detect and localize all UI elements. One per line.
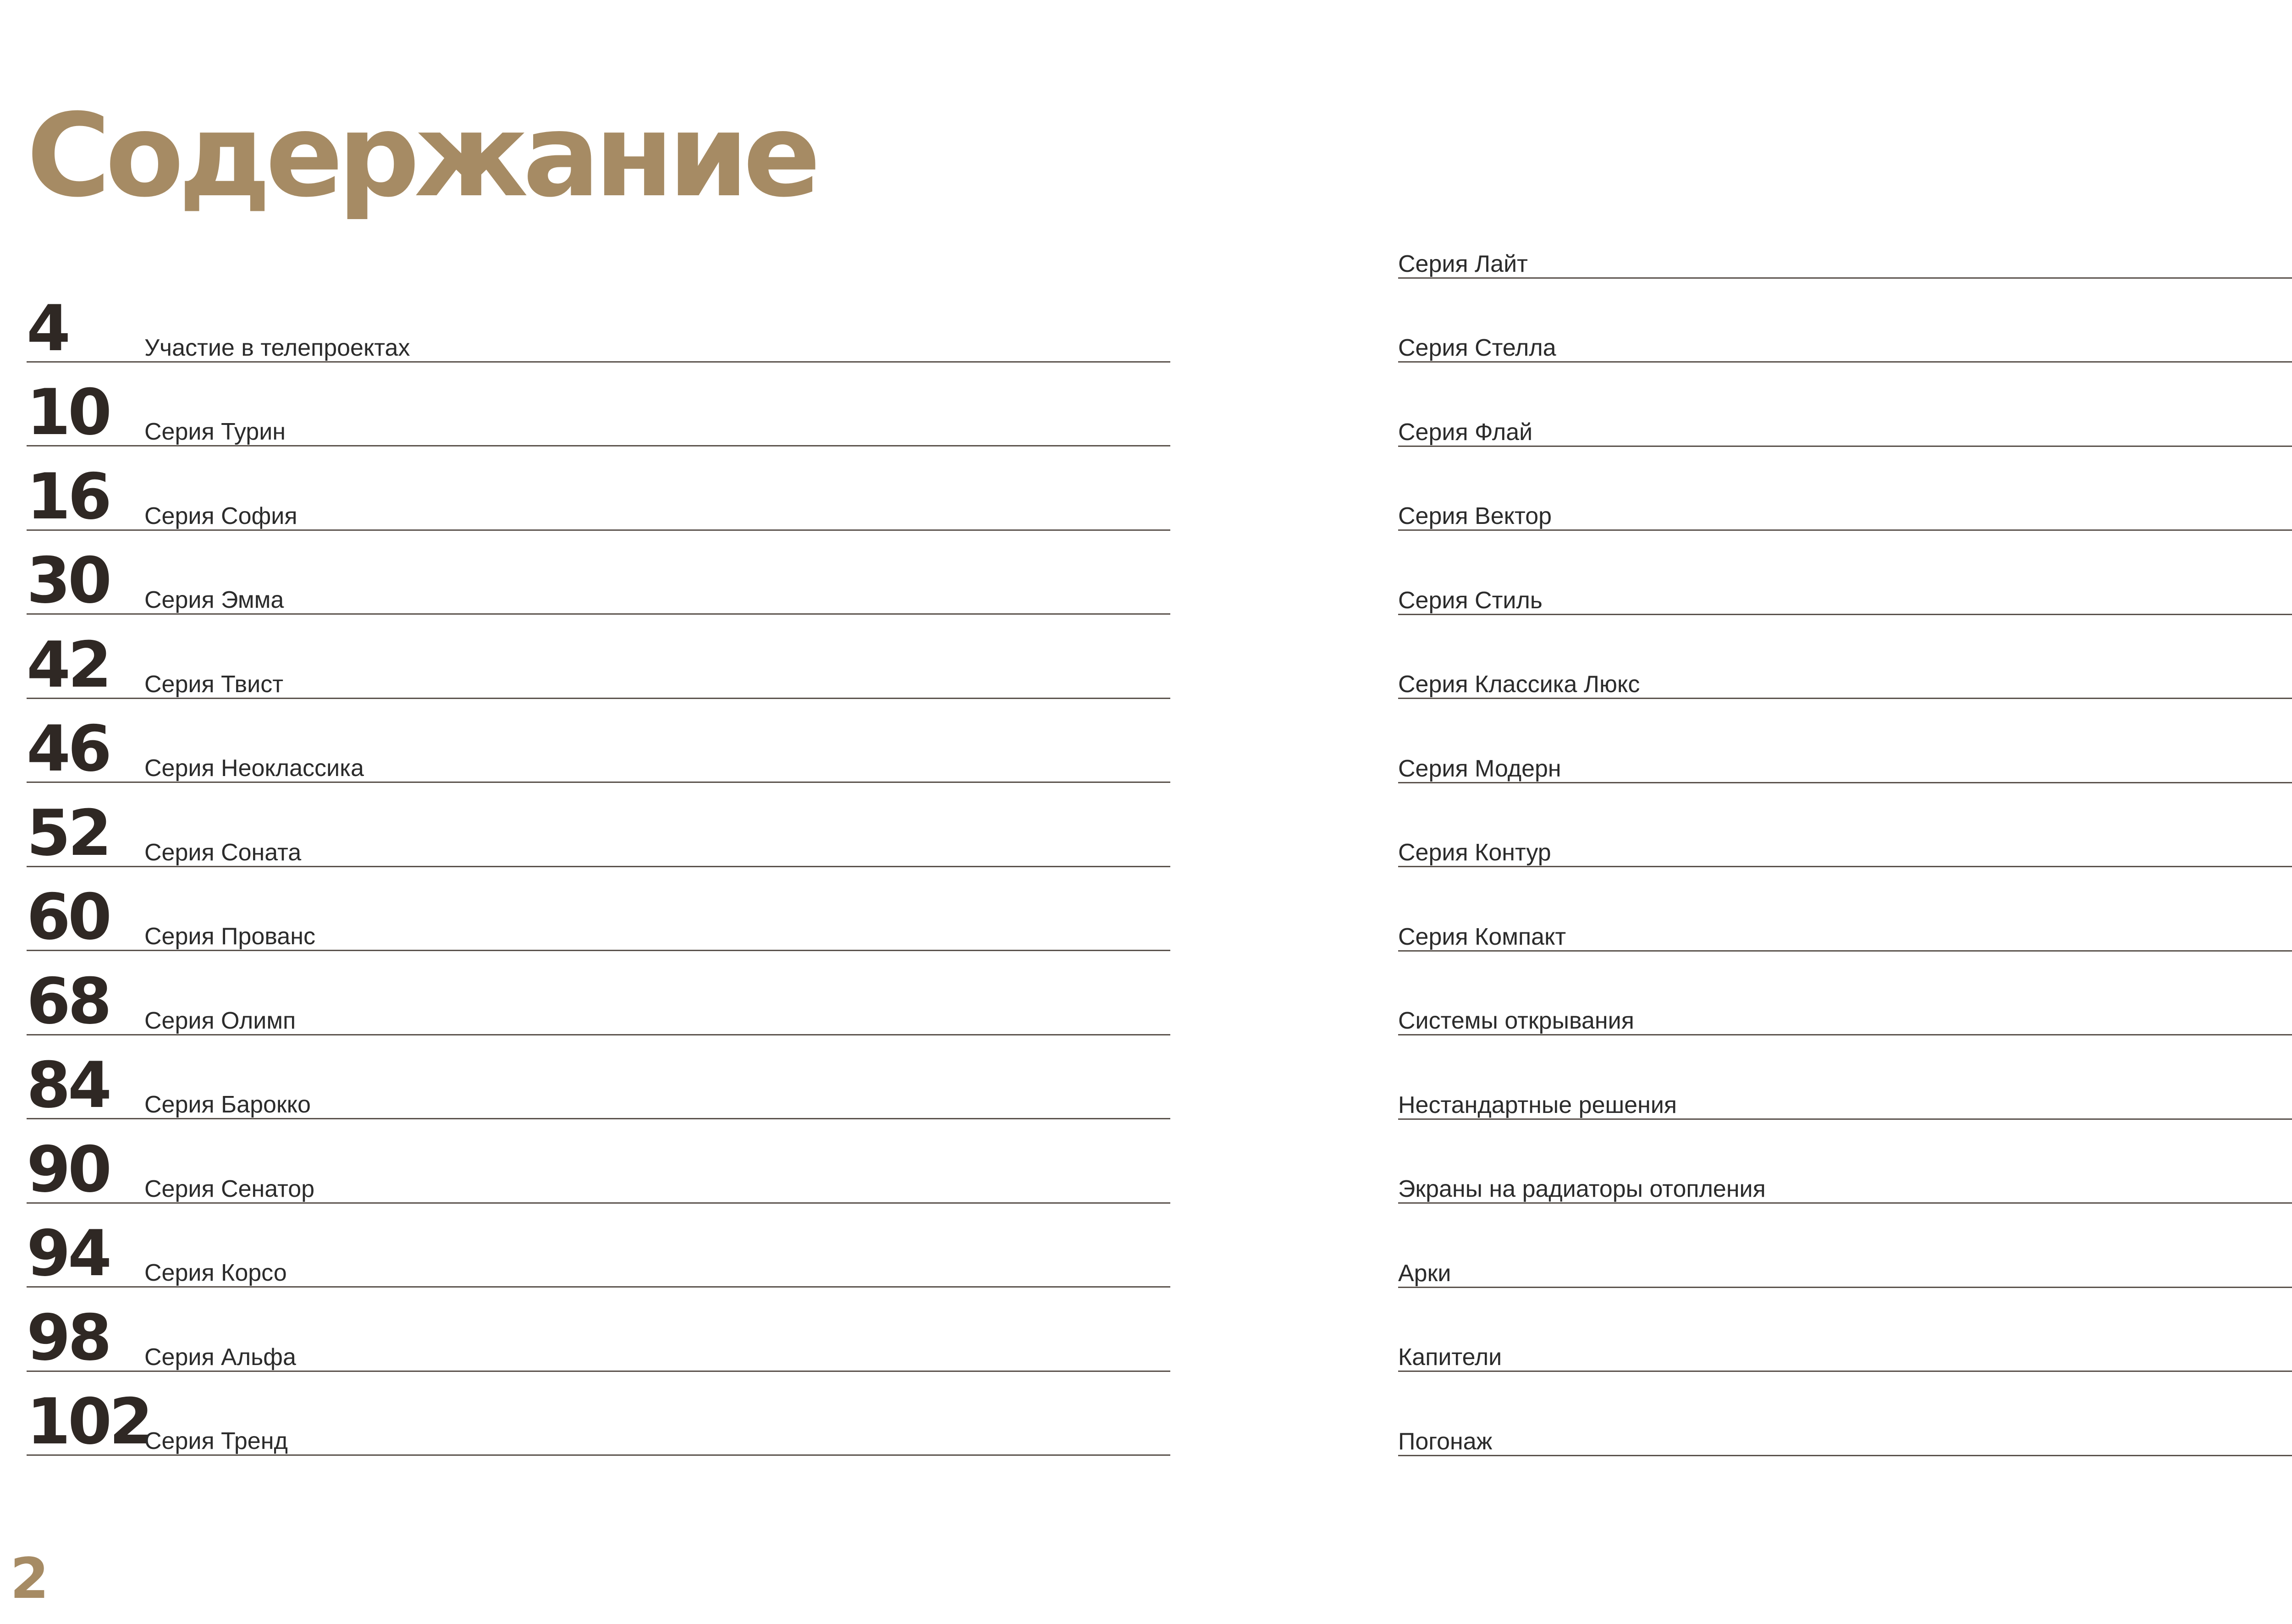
toc-entry-title: Серия Компакт — [1398, 923, 1566, 950]
toc-entry-title: Нестандартные решения — [1398, 1091, 1677, 1118]
toc-page-number: 42 — [27, 628, 110, 702]
toc-entry[interactable] — [27, 783, 1170, 870]
toc-entry-title: Серия Турин — [144, 418, 286, 445]
toc-page-number: 52 — [27, 796, 110, 870]
toc-entry[interactable] — [1398, 1204, 2292, 1288]
toc-entry[interactable] — [27, 363, 1170, 447]
toc-entry-title: Экраны на радиаторы отопления — [1398, 1176, 1766, 1202]
toc-entry[interactable] — [1398, 531, 2292, 615]
toc-page-number: 10 — [27, 375, 110, 449]
toc-page-number: 60 — [27, 880, 110, 954]
toc-page-number: 98 — [27, 1300, 110, 1375]
toc-entry[interactable] — [1398, 1288, 2292, 1372]
toc-entry[interactable] — [1398, 952, 2292, 1036]
toc-entry-title: Системы открывания — [1398, 1007, 1634, 1034]
toc-entry[interactable] — [27, 1204, 1170, 1288]
toc-entry[interactable] — [1398, 1372, 2292, 1456]
toc-page-number: 90 — [27, 1132, 110, 1206]
toc-entry-title: Серия Твист — [144, 671, 284, 698]
toc-page-number: 68 — [27, 964, 110, 1038]
toc-entry[interactable] — [27, 446, 1170, 534]
toc-page-number: 102 — [27, 1385, 151, 1459]
toc-entry-title: Серия Неоклассика — [144, 755, 364, 782]
toc-entry[interactable] — [1398, 1035, 2292, 1120]
toc-entry-title: Серия Эмма — [144, 587, 284, 613]
toc-entry-title: Серия Контур — [1398, 839, 1551, 866]
toc-page-number: 16 — [27, 459, 110, 534]
toc-entry[interactable] — [27, 951, 1170, 1038]
toc-entry-title: Серия Барокко — [144, 1091, 311, 1118]
toc-entry-title: Серия Стелла — [1398, 335, 1556, 361]
toc-entry[interactable] — [1398, 783, 2292, 868]
toc-entry[interactable] — [27, 1288, 1170, 1375]
toc-entry-title: Серия Прованс — [144, 923, 315, 950]
toc-entry[interactable] — [27, 531, 1170, 615]
toc-entry-title: Серия Лайт — [1398, 250, 1528, 277]
toc-page-number: 94 — [27, 1217, 110, 1290]
toc-entry[interactable] — [27, 278, 1170, 363]
toc-entry[interactable] — [27, 867, 1170, 952]
toc-entry[interactable] — [1398, 699, 2292, 783]
toc-entry[interactable] — [27, 615, 1170, 702]
toc-entry-title: Арки — [1398, 1260, 1451, 1287]
toc-entry-title: Участие в телепроектах — [144, 334, 410, 361]
toc-entry-title: Серия Альфа — [144, 1343, 296, 1371]
toc-entry-title: Серия Флай — [1398, 418, 1533, 446]
toc-entry[interactable] — [27, 1035, 1170, 1120]
toc-entry[interactable] — [27, 699, 1170, 786]
toc-entry[interactable] — [1398, 867, 2292, 952]
toc-page-number: 46 — [27, 712, 110, 786]
toc-entry-title: Погонаж — [1398, 1428, 1493, 1455]
toc-page-number: 84 — [27, 1048, 110, 1122]
toc-entry[interactable] — [1398, 615, 2292, 699]
toc-entry-title: Серия Вектор — [1398, 503, 1552, 529]
toc-entry-title: Серия Стиль — [1398, 587, 1543, 614]
toc-entry-title: Серия Тренд — [144, 1428, 288, 1454]
toc-entry[interactable] — [1398, 1120, 2292, 1204]
toc-entry-title: Серия София — [144, 502, 298, 529]
toc-right-column — [1398, 194, 2292, 1456]
toc-entry-title: Серия Корсо — [144, 1260, 287, 1286]
toc-entry[interactable] — [1398, 447, 2292, 531]
toc-entry[interactable] — [1398, 279, 2292, 363]
toc-entry-title: Серия Олимп — [144, 1007, 296, 1034]
page-folio-left: 2 — [10, 1546, 49, 1611]
toc-entry[interactable] — [1398, 363, 2292, 447]
toc-entry-title: Капители — [1398, 1344, 1502, 1371]
toc-left-column — [27, 278, 1170, 1459]
toc-entry-title: Серия Соната — [144, 839, 302, 866]
toc-page-number: 30 — [27, 544, 110, 617]
toc-entry-title: Серия Модерн — [1398, 755, 1561, 782]
toc-entry[interactable] — [1398, 194, 2292, 279]
toc-entry[interactable] — [27, 1119, 1170, 1204]
toc-entry[interactable] — [27, 1372, 1170, 1459]
toc-entry-title: Серия Классика Люкс — [1398, 671, 1640, 698]
toc-entry-title: Серия Сенатор — [144, 1175, 315, 1202]
toc-page-number: 4 — [27, 291, 68, 365]
page-title: Содержание — [27, 89, 815, 222]
